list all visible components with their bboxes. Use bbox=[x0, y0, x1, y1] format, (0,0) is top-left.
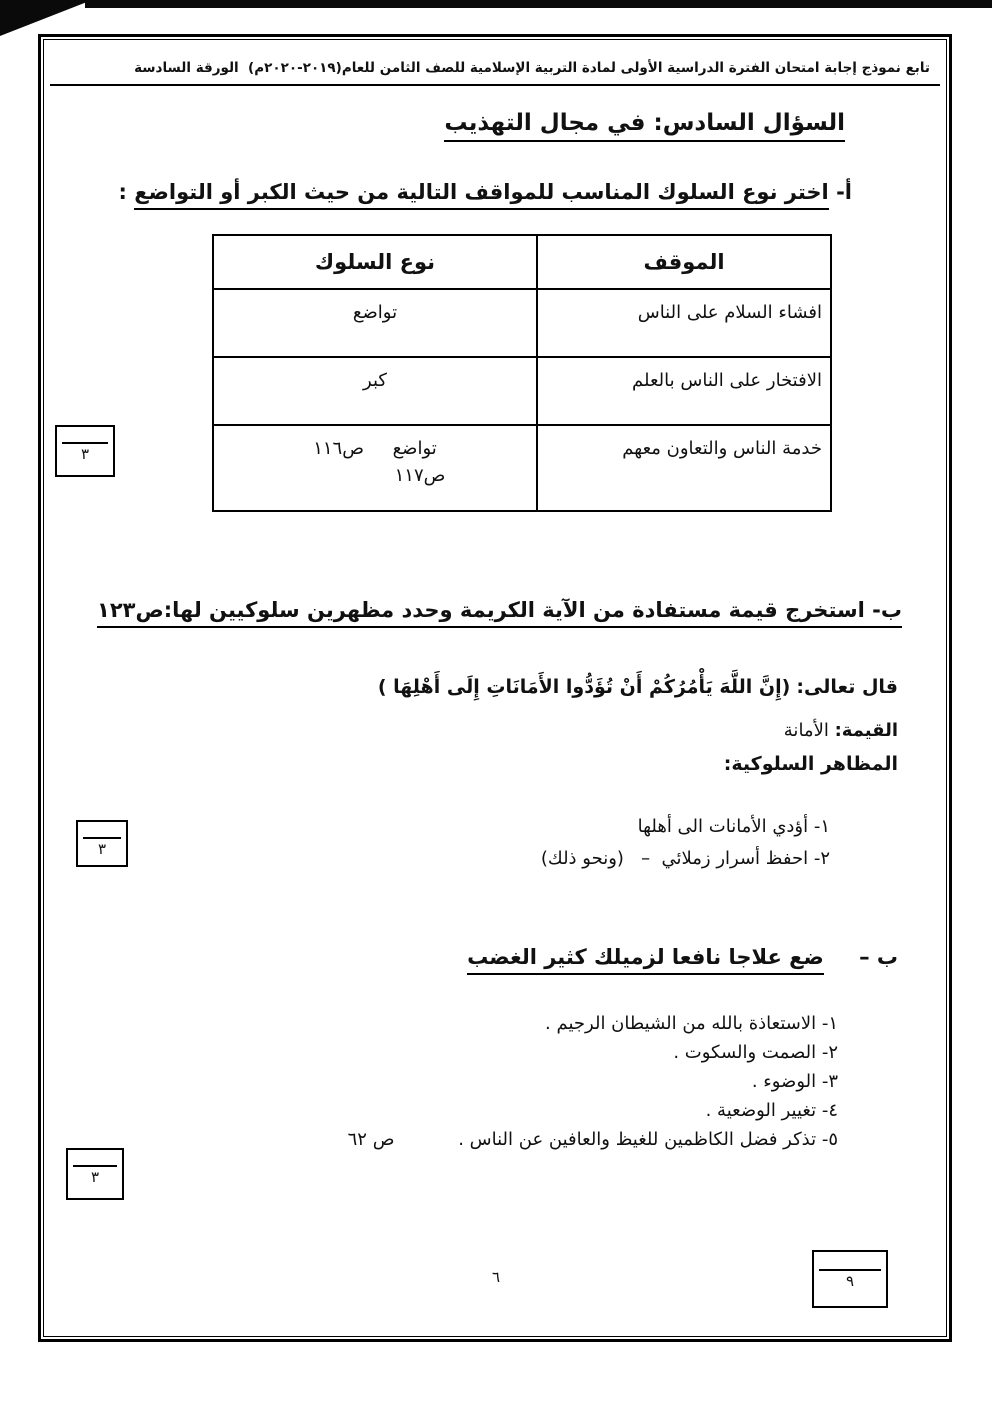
total-mark-value: ٩ bbox=[845, 1272, 855, 1290]
mark-value: ٣ bbox=[90, 1168, 100, 1186]
situation-cell: الافتخار على الناس بالعلم bbox=[537, 357, 831, 425]
behavior-table bbox=[212, 234, 832, 512]
value-label: القيمة: bbox=[834, 720, 898, 741]
table-row bbox=[213, 289, 831, 357]
section-b2-label: ب – bbox=[859, 945, 898, 969]
value-text: الأمانة bbox=[783, 720, 829, 741]
aspect-item: ٢- احفظ أسرار زملائي – (ونحو ذلك) bbox=[540, 848, 830, 869]
remedy-item-text: ٥- تذكر فضل الكاظمين للغيظ والعافين عن الناس . bbox=[458, 1129, 838, 1150]
section-a-heading-wrap bbox=[50, 180, 940, 204]
section-b2-heading: ضع علاجا نافعا لزميلك كثير الغضب bbox=[467, 945, 824, 975]
section-a-heading: اختر نوع السلوك المناسب للمواقف التالية من حيث الكبر أو التواضع bbox=[134, 180, 829, 210]
behavior-line1: تواضع ص١١٦ bbox=[313, 438, 437, 459]
mark-box-section-b2 bbox=[66, 1148, 124, 1200]
remedy-item bbox=[50, 1125, 838, 1154]
page-number: ٦ bbox=[491, 1268, 501, 1286]
section-b2-heading-wrap bbox=[50, 945, 940, 969]
section-b-heading: ب- استخرج قيمة مستفادة من الآية الكريمة وحدد مظهرين سلوكيين لها:ص١٢٣ bbox=[97, 598, 902, 628]
aspect-item: ١- أؤدي الأمانات الى أهلها bbox=[637, 816, 830, 837]
behavior-cell: كبر bbox=[213, 357, 537, 425]
verse-text: (إِنَّ اللَّهَ يَأْمُرُكُمْ أَنْ تُؤَدُّوا الأَمَانَاتِ إِلَى أَهْلِهَا ) bbox=[377, 676, 791, 698]
scan-artifact-top-edge bbox=[85, 0, 992, 8]
situation-cell: افشاء السلام على الناس bbox=[537, 289, 831, 357]
behavioral-aspects-label: المظاهر السلوكية: bbox=[723, 753, 898, 775]
page-ref: ص ٦٢ bbox=[347, 1129, 395, 1150]
exam-header: تابع نموذج إجابة امتحان الفترة الدراسية الأولى لمادة التربية الإسلامية للصف الثامن للعام(٢٠١٩-٢٠٢٠م) الورقة السادسة bbox=[50, 40, 940, 86]
situation-cell: خدمة الناس والتعاون معهم bbox=[537, 425, 831, 511]
question-title-wrap bbox=[50, 110, 940, 136]
value-line bbox=[50, 720, 940, 741]
mark-box-section-b bbox=[76, 820, 128, 867]
page-border-frame bbox=[38, 34, 952, 1342]
page-border-inner bbox=[43, 39, 947, 1337]
scan-artifact-corner bbox=[0, 0, 92, 36]
section-a-colon: : bbox=[118, 180, 127, 204]
remedy-list bbox=[50, 1009, 940, 1154]
table-header-row bbox=[213, 235, 831, 289]
mark-box-section-a bbox=[55, 425, 115, 477]
section-b-heading-wrap bbox=[50, 598, 940, 622]
table-header-behavior: نوع السلوك bbox=[213, 235, 537, 289]
behavior-cell bbox=[213, 425, 537, 511]
remedy-item: ٤- تغيير الوضعية . bbox=[705, 1100, 838, 1121]
table-header-situation: الموقف bbox=[537, 235, 831, 289]
section-a-label: أ- bbox=[836, 180, 852, 204]
verse-intro: قال تعالى: bbox=[796, 676, 898, 698]
table-row bbox=[213, 425, 831, 511]
mark-value: ٣ bbox=[97, 840, 107, 858]
aspects-list bbox=[50, 811, 940, 875]
mark-value: ٣ bbox=[80, 445, 90, 463]
mark-line bbox=[62, 442, 108, 444]
remedy-item: ٢- الصمت والسكوت . bbox=[673, 1042, 838, 1063]
mark-line bbox=[73, 1165, 117, 1167]
mark-line bbox=[83, 837, 121, 839]
remedy-item: ١- الاستعاذة بالله من الشيطان الرجيم . bbox=[545, 1013, 838, 1034]
remedy-item: ٣- الوضوء . bbox=[751, 1071, 838, 1092]
verse-line bbox=[50, 676, 940, 698]
table-row bbox=[213, 357, 831, 425]
behavior-line2: ص١١٧ bbox=[394, 465, 446, 486]
question-title: السؤال السادس: في مجال التهذيب bbox=[444, 110, 845, 142]
behavior-cell: تواضع bbox=[213, 289, 537, 357]
